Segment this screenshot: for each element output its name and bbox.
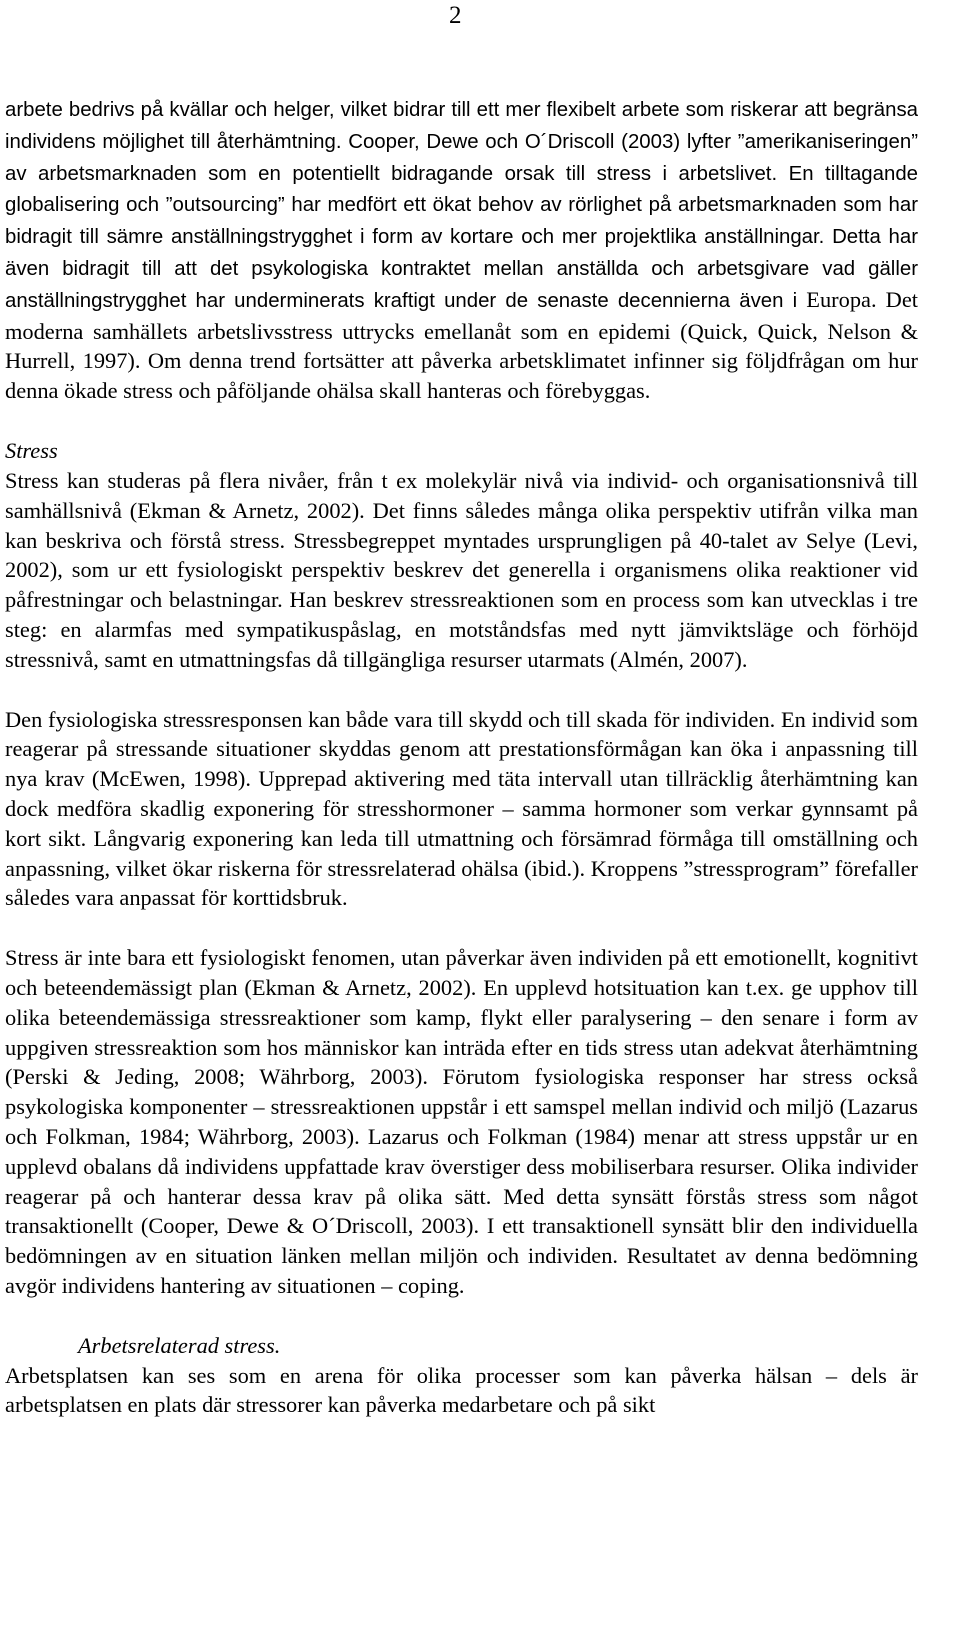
paragraph-gap <box>5 913 918 943</box>
paragraph-stress-levels: Stress kan studeras på flera nivåer, från t ex molekylär nivå via individ- och organisationsnivå till samhällsnivå (Ekman & Arnetz, 2002). Det finns således många olika perspektiv utifrån vilka man kan beskriva och förstå stress. Stressbegreppet myntades ursprungligen på 40-talet av Selye (Levi, 2002), som ur ett fysiologiskt perspektiv beskrev det generella i organismens olika reaktioner vid påfrestningar och belastningar. Han beskrev stressreaktionen som en process som kan utvecklas i tre steg: en alarmfas med sympatikuspåslag, en motståndsfas med nytt jämviktsläge och förhöjd stressnivå, samt en utmattningsfas då tillgängliga resurser utarmats (Almén, 2007). <box>5 467 918 672</box>
paragraph-workplace: Arbetsplatsen kan ses som en arena för olika processer som kan påverka hälsan – dels är arbetsplatsen en plats där stressorer kan påverka medarbetare och på sikt <box>5 1362 918 1418</box>
document-body <box>5 94 918 1420</box>
paragraph-intro <box>5 94 918 406</box>
paragraph-intro-part3: Europa. Det moderna samhällets arbetslivsstress uttrycks emellanåt som en epidemi (Quick, Quick, Nelson & Hurrell, 1997). Om denna trend fortsätter att påverka arbetsklimatet infinner sig följdfrågan om hur denna ökade stress och påföljande ohälsa skall hanteras och förebyggas. <box>5 286 918 404</box>
paragraph-physiological-response: Den fysiologiska stressresponsen kan både vara till skydd och till skada för individen. En individ som reagerar på stressande situationer skyddas genom att prestationsförmågan kan öka i anpassning till nya krav (McEwen, 1998). Upprepad aktivering med täta intervall utan tillräcklig återhämtning kan dock medföra skadlig exponering för stresshormoner – samma hormoner som verkar gynnsamt på kort sikt. Långvarig exponering kan leda till utmattning och försämrad förmåga till omställning och anpassning, vilket ökar riskerna för stressrelaterad ohälsa (ibid.). Kroppens ”stressprogram” förefaller således vara anpassat för korttidsbruk. <box>5 706 918 911</box>
section-heading-work-related-stress: Arbetsrelaterad stress. <box>78 1332 281 1358</box>
paragraph-psychological-components: Stress är inte bara ett fysiologiskt fenomen, utan påverkar även individen på ett emotionellt, kognitivt och beteendemässigt plan (Ekman & Arnetz, 2002). En upplevd hotsituation kan t.ex. ge upphov till olika beteendemässiga stressreaktioner som kamp, flykt eller paralysering – den senare i form av uppgiven stressreaktion som hos människor kan inträda efter en tids stress utan adekvat återhämtning (Perski & Jeding, 2008; Währborg, 2003). Förutom fysiologiska responser har stress också psykologiska komponenter – stressreaktionen uppstår i ett samspel mellan individ och miljö (Lazarus och Folkman, 1984; Währborg, 2003). Lazarus och Folkman (1984) menar att stress uppstår ur en upplevd obalans då individens uppfattade krav överstiger dess mobiliserbara resurser. Olika individer reagerar på och hanterar dessa krav på olika sätt. Med detta synsätt förstås stress som något transaktionellt (Cooper, Dewe & O´Driscoll, 2003). I ett transaktionell synsätt blir den individuella bedömningen av en situation länken mellan miljön och individen. Resultatet av denna bedömning avgör individens hantering av situationen – coping. <box>5 945 918 1298</box>
paragraph-gap <box>5 675 918 705</box>
section-heading-stress: Stress <box>5 437 58 463</box>
paragraph-gap <box>5 1301 918 1331</box>
paragraph-intro-part1: arbete bedrivs på kvällar och helger, vilket bidrar till ett mer flexibelt arbete som riskerar att begränsa individens möjlighet till återhämtning. Cooper, Dewe och O´Driscoll (2003) lyfter ”amerikaniseringen” av arbetsmarknaden som en potentiellt <box>5 99 918 185</box>
paragraph-gap <box>5 406 918 436</box>
paragraph-intro-part2: bidragande orsak till stress i arbetslivet. En tilltagande globalisering och ”outsourcing” har medfört ett ökat behov av rörlighet på arbetsmarknaden som har bidragit till sämre anställningstrygghet i form av kortare och mer projektlika anställningar. Detta har även bidragit till att det psykologiska kontraktet mellan anställda och arbetsgivare vad gäller anställningstrygghet har underminerats kraftigt under de senaste decennierna även i <box>5 162 918 312</box>
page-number: 2 <box>449 2 462 29</box>
